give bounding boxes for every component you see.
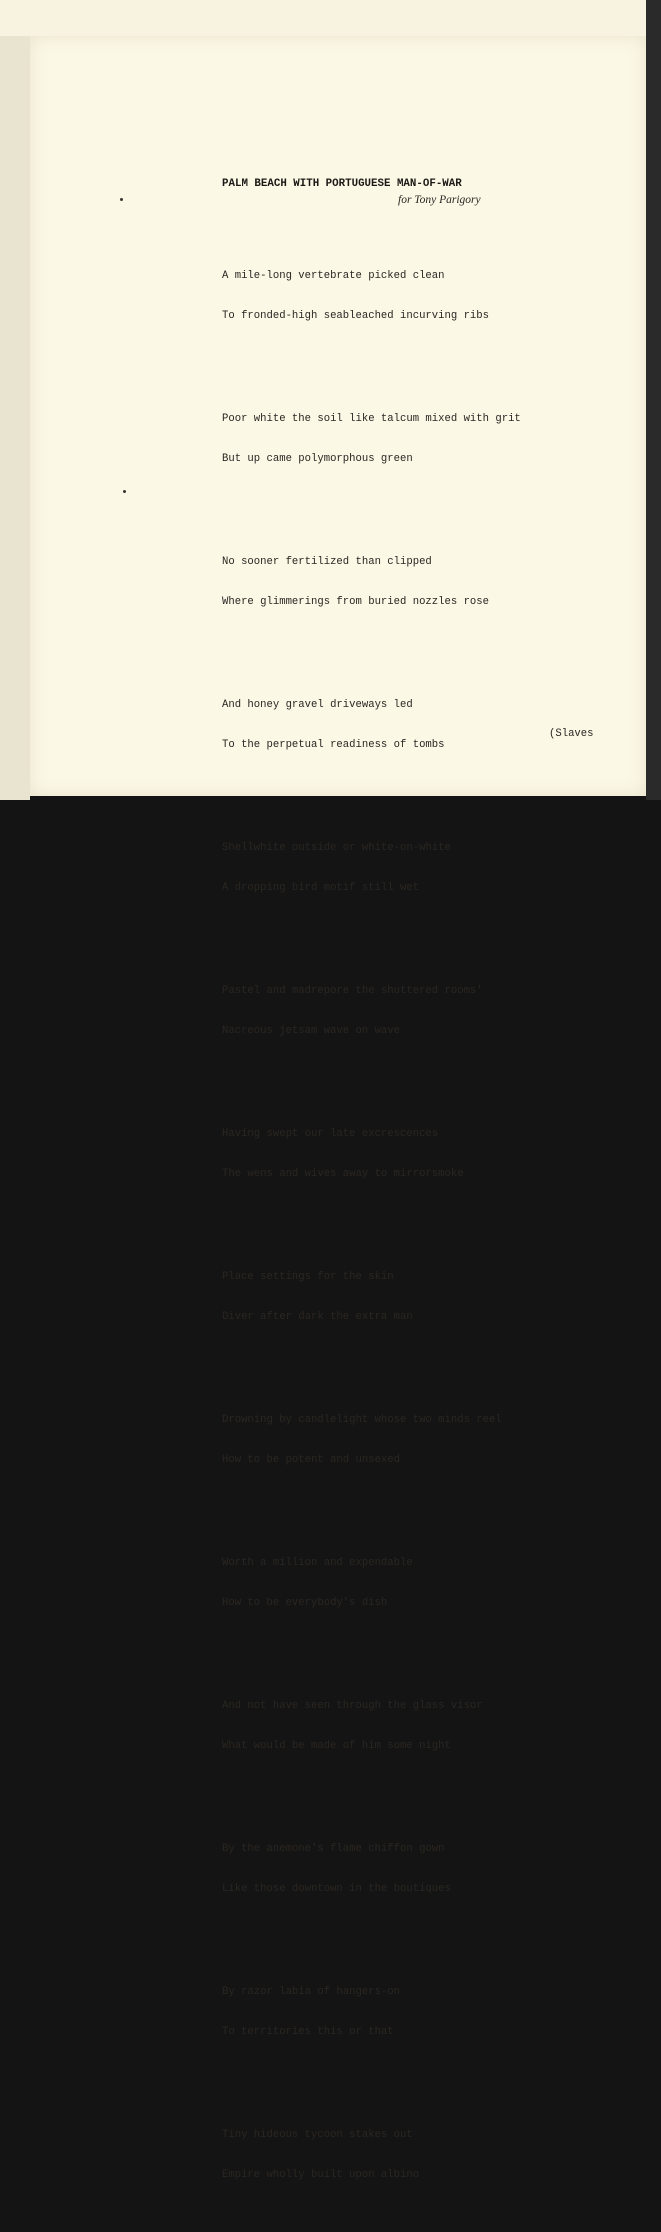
poem-line: How to be potent and unsexed	[222, 1454, 401, 1467]
poem-line: To the perpetual readiness of tombs	[222, 738, 445, 751]
poem-line: Like those downtown in the boutiques	[222, 1883, 451, 1896]
poem-line: Worth a million and expendable	[222, 1556, 413, 1569]
poem-line: Pastel and madrepore the shuttered rooms'	[222, 984, 483, 997]
stanza	[222, 1101, 521, 1208]
poem-line: Nacreous jetsam wave on wave	[222, 1024, 401, 1037]
stanza	[222, 2102, 521, 2209]
poem-line: But up came polymorphous green	[222, 452, 413, 465]
poem-line: Poor white the soil like talcum mixed with grit	[222, 412, 521, 425]
poem-line: To territories this or that	[222, 2026, 394, 2039]
poem-line: How to be everybody's dish	[222, 1597, 388, 1610]
stanza	[222, 815, 521, 922]
scan-left-edge	[0, 36, 30, 800]
stanza	[222, 958, 521, 1065]
page-speck	[123, 490, 126, 493]
poem-line: Drowning by candlelight whose two minds reel	[222, 1413, 502, 1426]
poem-line: To fronded-high seableached incurving ribs	[222, 309, 490, 322]
scan-right-edge	[646, 0, 661, 800]
poem-line: No sooner fertilized than clipped	[222, 555, 432, 568]
stanza	[222, 529, 521, 636]
poem-line: Tiny hideous tycoon stakes out	[222, 2129, 413, 2142]
poem-title: PALM BEACH WITH PORTUGUESE MAN-OF-WAR	[222, 178, 462, 190]
poem-line: Having swept our late excrescences	[222, 1127, 439, 1140]
poem-line: Diver after dark the extra man	[222, 1311, 413, 1324]
poem-line: A dropping bird motif still wet	[222, 881, 420, 894]
stanza	[222, 1387, 521, 1494]
stanza	[222, 1673, 521, 1780]
poem-line: The wens and wives away to mirrorsmoke	[222, 1168, 464, 1181]
stanza	[222, 1959, 521, 2066]
scan-top-edge	[0, 0, 661, 36]
continuation-catchword: (Slaves	[549, 728, 594, 740]
poem-dedication: for Tony Parigory	[398, 194, 481, 206]
poem-body	[222, 216, 521, 2232]
poem-line: And not have seen through the glass visor	[222, 1699, 483, 1712]
poem-line: By the anemone's flame chiffon gown	[222, 1842, 445, 1855]
stanza	[222, 1816, 521, 1923]
stanza	[222, 243, 521, 350]
poem-line: By razor labia of hangers-on	[222, 1986, 401, 1998]
stanza	[222, 1244, 521, 1351]
poem-line: Empire wholly built upon albino	[222, 2169, 420, 2182]
poem-line: What would be made of him some night	[222, 1740, 451, 1753]
page-speck	[120, 198, 123, 201]
stanza	[222, 672, 521, 779]
poem-line: Shellwhite outside or white-on-white	[222, 841, 451, 854]
stanza	[222, 1530, 521, 1637]
poem-line: A mile-long vertebrate picked clean	[222, 269, 445, 282]
stanza	[222, 386, 521, 493]
poem-line: And honey gravel driveways led	[222, 698, 413, 711]
poem-line: Where glimmerings from buried nozzles rose	[222, 595, 490, 608]
poem-line: Place settings for the skin	[222, 1270, 394, 1283]
